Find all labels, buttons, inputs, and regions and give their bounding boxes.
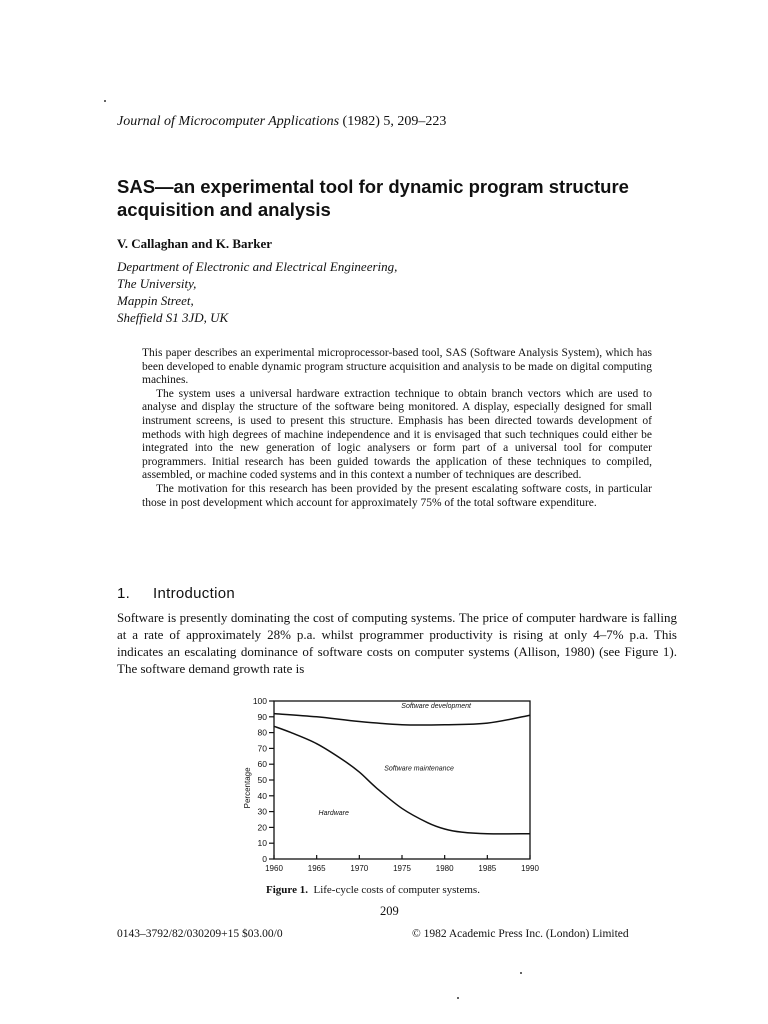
scan-speck [104,100,106,102]
intro-paragraph: Software is presently dominating the cost of computing systems. The price of computer hardware is falling at a rate of approximately 28% p.a. whilst programmer productivity is rising at only 4–7% p.a. This indicates an escalating dominance of software costs on computer systems (Allison, 1980) (see Figure 1). The software demand growth rate is [117,610,677,676]
y-tick-label: 20 [257,822,267,833]
x-tick-label: 1980 [435,864,454,873]
y-axis-label: Percentage [243,767,252,809]
abstract-paragraph: The motivation for this research has been provided by the present escalating software costs, in particular those in post development which account for approximately 75% of the total software expenditure. [142,482,652,509]
section-title: Introduction [153,585,235,602]
x-tick-label: 1965 [307,864,326,873]
footer-code: 0143–3792/82/030209+15 $03.00/0 [117,928,283,940]
x-tick-label: 1970 [350,864,369,873]
affiliation-line: Mappin Street, [117,293,194,308]
life-cycle-chart [230,694,560,884]
affiliation [117,258,397,326]
series-line [274,714,530,725]
section-number: 1. [117,585,131,602]
figure-1 [230,694,560,884]
region-label: Hardware [318,809,349,817]
paper-title: SAS—an experimental tool for dynamic program structure acquisition and analysis [117,176,629,220]
region-label: Software development [401,703,471,711]
authors: V. Callaghan and K. Barker [117,236,273,251]
affiliation-line: Sheffield S1 3JD, UK [117,310,229,325]
y-tick-label: 30 [257,806,267,817]
caption-text: Life-cycle costs of computer systems. [313,884,480,896]
region-label: Software maintenance [384,765,454,773]
y-tick-label: 50 [257,775,267,785]
footer-copyright: © 1982 Academic Press Inc. (London) Limited [412,928,629,940]
affiliation-line: Department of Electronic and Electrical Engineering, [117,259,398,274]
y-tick-label: 70 [257,743,267,754]
affiliation-line: The University, [117,276,197,291]
x-tick-label: 1960 [265,864,283,873]
x-tick-label: 1985 [478,864,497,873]
section-heading [117,585,235,602]
page-number: 209 [380,904,399,918]
abstract-paragraph: This paper describes an experimental microprocessor-based tool, SAS (Software Analysis System), which has been developed to enable dynamic program structure acquisition and analysis to be made on digital computing machines. [142,347,652,387]
scan-speck [457,997,459,999]
y-tick-label: 90 [257,711,267,722]
x-tick-label: 1990 [521,864,539,873]
y-tick-label: 80 [257,727,267,738]
series-line [274,726,530,834]
journal-citation [117,114,446,130]
y-tick-label: 60 [257,759,267,770]
y-tick-label: 0 [262,854,267,864]
y-tick-label: 40 [257,790,267,801]
x-tick-label: 1975 [393,864,411,873]
y-tick-label: 100 [252,696,267,706]
intro-body [117,609,677,677]
journal-name: Journal of Microcomputer Applications [117,114,340,129]
y-tick-label: 10 [257,838,267,849]
figure-caption [266,884,480,896]
abstract-paragraph: The system uses a universal hardware extraction technique to obtain branch vectors which are used to analyse and display the structure of the software being monitored. A display, especially designed for small instrument screens, is used to present this structure. Emphasis has been directed towards development of methods with high degrees of machine independence and it is envisaged that such techniques could either be integrated into the new generation of logic analysers or form part of a universal tool for computer programmers. Initial research has been guided towards the application of these techniques to compiled, assembled, or machine coded systems and in this context a number of techniques are described. [142,387,652,482]
abstract [142,347,652,510]
journal-volume-pages: (1982) 5, 209–223 [342,114,447,129]
caption-label: Figure 1. [266,884,308,896]
scan-speck [520,972,522,974]
